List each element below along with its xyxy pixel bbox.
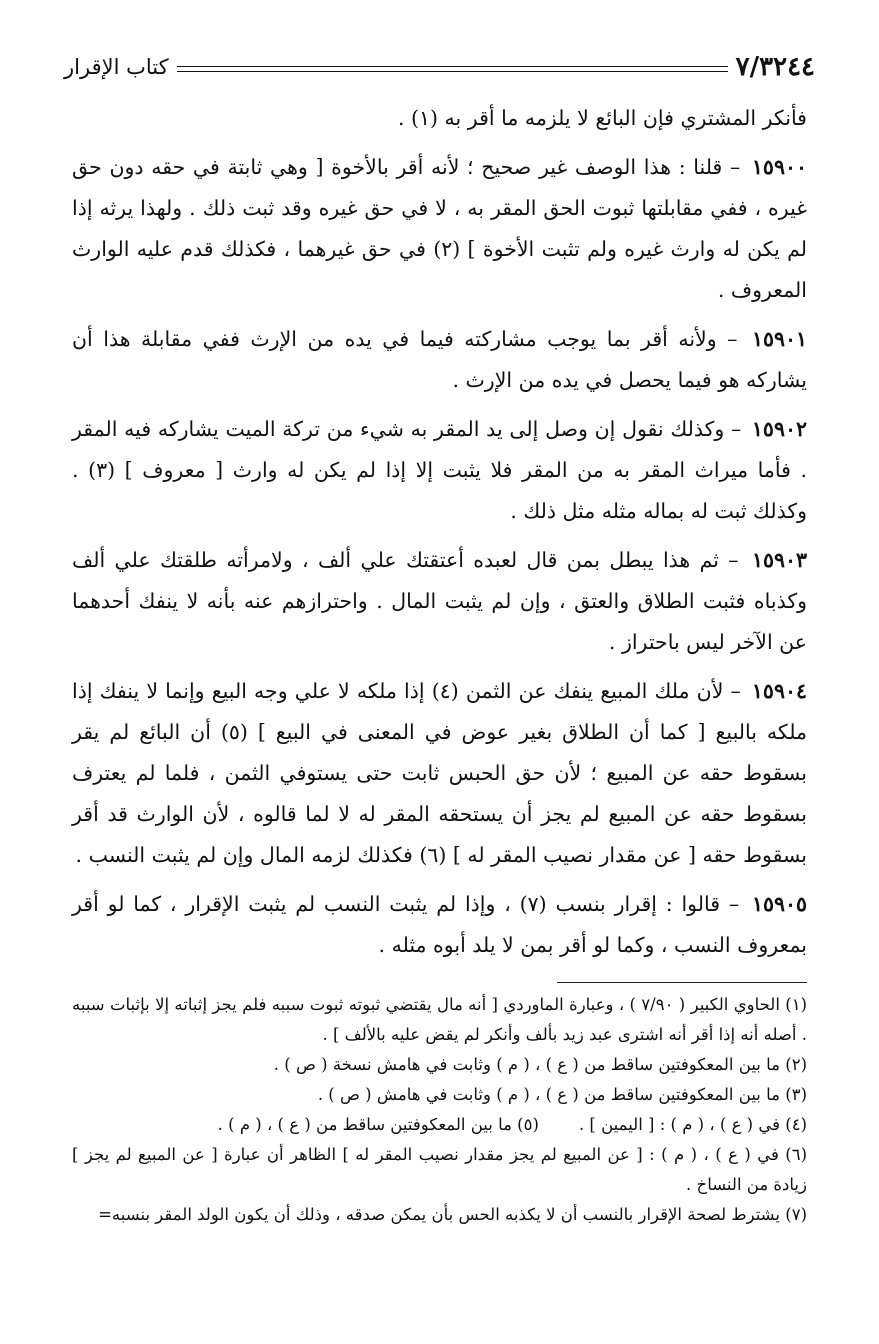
book-title: كتاب الإقرار (64, 55, 169, 79)
footnote-5: (٥) ما بين المعكوفتين ساقط من ( ع ) ، ( م ) . (217, 1115, 539, 1134)
paragraph-number: ١٥٩٠٣ (751, 548, 807, 572)
page-number: ٧/٣٢٤٤ (735, 52, 815, 82)
paragraph-text: – قلنا : هذا الوصف غير صحيح ؛ لأنه أقر بالأخوة [ وهي ثابتة في حقه دون حق غيره ، ففي مقابلتها ثبوت الحق المقر به ، لا في حق غيره وقد ثبت ذلك . ولهذا يرثه إذا لم يكن له وارث غيره ولم تثبت الأخوة ] (٢) في حق غيرهما ، فكذلك قدم عليه الوارث المعروف . (72, 155, 807, 302)
paragraph-text: – ثم هذا يبطل بمن قال لعبده أعتقتك علي ألف ، ولامرأته طلقتك علي ألف وكذباه فثبت الطلاق والعتق ، وإن لم يثبت المال . واحترازهم عنه بأنه لا ينفك أحدهما عن الآخر ليس باحتراز . (72, 548, 807, 654)
paragraph-text: – لأن ملك المبيع ينفك عن الثمن (٤) إذا ملكه لا علي وجه البيع وإنما لا ينفك إذا ملكه بالبيع [ كما أن الطلاق بغير عوض في المعنى في البيع ] (٥) أن البائع لم يقر بسقوط حقه عن المبيع ؛ لأن حق الحبس ثابت حتى يستوفي الثمن ، فلما لم يعترف بسقوط حقه عن المبيع لم يجز أن يستحقه المقر له لا لما قالوه ، لأن الوارث قد أقر بسقوط حقه [ عن مقدار نصيب المقر له ] (٦) فكذلك لزمه المال وإن لم يثبت النسب . (72, 679, 807, 867)
paragraph-15900 (72, 147, 807, 311)
paragraph-text: – ولأنه أقر بما يوجب مشاركته فيما في يده من الإرث ففي مقابلة هذا أن يشاركه هو فيما يحصل في يده من الإرث . (72, 327, 807, 392)
paragraph-number: ١٥٩٠١ (751, 327, 807, 351)
footnote-7: (٧) يشترط لصحة الإقرار بالنسب أن لا يكذبه الحس بأن يمكن صدقه ، وذلك أن يكون الولد المقر بنسبه= (98, 1205, 807, 1224)
paragraph-number: ١٥٩٠٢ (751, 417, 807, 441)
footnote-3: (٣) ما بين المعكوفتين ساقط من ( ع ) ، ( م ) وثابت في هامش ( ص ) . (317, 1085, 807, 1104)
paragraph-text: – قالوا : إقرار بنسب (٧) ، وإذا لم يثبت النسب لم يثبت الإقرار ، كما لو أقر بمعروف النسب ، وكما لو أقر بمن لا يلد أبوه مثله . (72, 892, 807, 957)
header-rule (177, 66, 728, 72)
main-text (72, 98, 807, 974)
paragraph-number: ١٥٩٠٠ (751, 155, 807, 179)
footnote-1: (١) الحاوي الكبير ( ٧/٩٠ ) ، وعبارة الماوردي [ أنه مال يقتضي ثبوته ثبوت سببه فلم يجز إثباته إلا بإثبات سببه . أصله أنه إذا أقر أنه اشترى عبد زيد بألف وأنكر لم يقض عليه بالألف ] . (72, 995, 808, 1044)
footnote-separator (557, 982, 807, 983)
footnote-2: (٢) ما بين المعكوفتين ساقط من ( ع ) ، ( م ) وثابت في هامش نسخة ( ص ) . (273, 1055, 807, 1074)
paragraph-number: ١٥٩٠٤ (751, 679, 807, 703)
footnote-6: (٦) في ( ع ) ، ( م ) : [ عن المبيع لم يجز مقدار نصيب المقر له ] الظاهر أن عبارة [ عن المبيع لم يجز ] زيادة من النساخ . (72, 1145, 807, 1194)
paragraph-text: – وكذلك نقول إن وصل إلى يد المقر به شيء من تركة الميت يشاركه فيه المقر . فأما ميراث المقر به من المقر فلا يثبت إلا إذا لم يكن له وارث [ معروف ] (٣) . وكذلك ثبت له بماله مثله مثل ذلك . (72, 417, 807, 523)
paragraph-text: فأنكر المشتري فإن البائع لا يلزمه ما أقر به (١) . (398, 106, 807, 130)
paragraph-15905 (72, 884, 807, 966)
paragraph-15904 (72, 671, 807, 876)
paragraph-number: ١٥٩٠٥ (751, 892, 807, 916)
footnotes (72, 990, 807, 1230)
paragraph-continuation (72, 98, 807, 139)
running-header (64, 50, 815, 84)
paragraph-15901 (72, 319, 807, 401)
paragraph-15902 (72, 409, 807, 532)
paragraph-15903 (72, 540, 807, 663)
footnote-row-4-5 (72, 1110, 807, 1140)
footnote-4: (٤) في ( ع ) ، ( م ) : [ اليمين ] . (578, 1115, 807, 1134)
